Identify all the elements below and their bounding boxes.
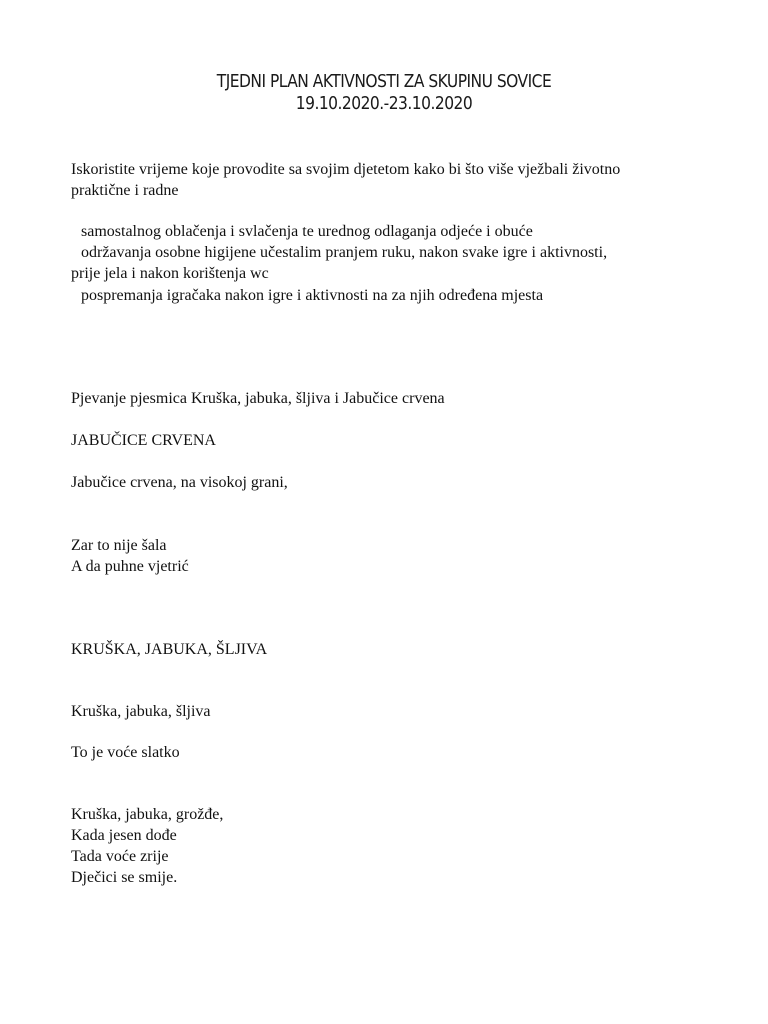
- song-line: A da puhne vjetrić: [71, 558, 189, 575]
- song-line: To je voće slatko: [71, 744, 180, 761]
- song-line: Dječici se smije.: [71, 869, 178, 886]
- song-line: Zar to nije šala: [71, 537, 167, 554]
- song-title-kruska: KRUŠKA, JABUKA, ŠLJIVA: [71, 641, 268, 658]
- skill-item-hygiene: održavanja osobne higijene učestalim pranjem ruku, nakon svake igre i aktivnosti,: [81, 244, 608, 261]
- songs-intro: Pjevanje pjesmica Kruška, jabuka, šljiva i Jabučice crvena: [71, 390, 445, 407]
- song-line: Jabučice crvena, na visokoj grani,: [71, 474, 288, 491]
- skill-item-hygiene-cont: prije jela i nakon korištenja wc: [71, 265, 269, 282]
- skill-item-tidying: pospremanja igračaka nakon igre i aktivnosti na za njih određena mjesta: [81, 287, 544, 304]
- song-line: Tada voće zrije: [71, 848, 169, 865]
- intro-line-2: praktične i radne: [71, 182, 179, 199]
- intro-line-1: Iskoristite vrijeme koje provodite sa svojim djetetom kako bi što više vježbali životno: [71, 161, 621, 178]
- date-range: 19.10.2020.-23.10.2020: [295, 93, 473, 114]
- song-line: Kruška, jabuka, šljiva: [71, 703, 211, 720]
- skill-item-dressing: samostalnog oblačenja i svlačenja te urednog odlaganja odjeće i obuće: [81, 223, 533, 240]
- song-title-jabucice: JABUČICE CRVENA: [71, 432, 216, 449]
- document-title: TJEDNI PLAN AKTIVNOSTI ZA SKUPINU SOVICE: [216, 71, 552, 92]
- song-line: Kada jesen dođe: [71, 827, 177, 844]
- song-line: Kruška, jabuka, grožđe,: [71, 806, 224, 823]
